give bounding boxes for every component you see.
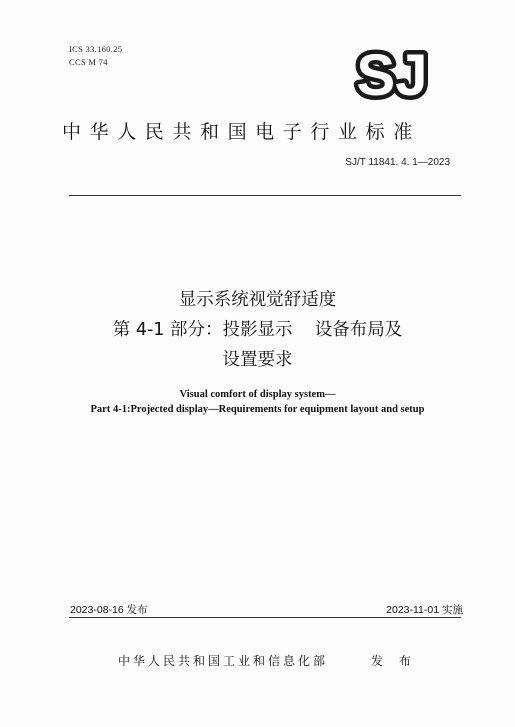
publisher-name: 中华人民共和国工业和信息化部 <box>118 654 329 668</box>
chinese-title-line-2: 第 4-1 部分：投影显示 设备布局及 <box>112 320 403 340</box>
english-title-line-2: Part 4-1:Projected display—Requirements for equipment layout and setup <box>90 404 425 415</box>
issue-date: 2023-08-16 发布 <box>70 604 148 616</box>
chinese-title-line-1: 显示系统视觉舒适度 <box>178 290 337 310</box>
standard-category-title: 中华人民共和国电子行业标准 <box>62 121 421 143</box>
top-divider <box>69 195 461 196</box>
ccs-code: CCS M 74 <box>69 57 108 67</box>
standard-number: SJ/T 11841. 4. 1—2023 <box>345 157 450 168</box>
implementation-date: 2023-11-01 实施 <box>386 604 463 616</box>
bottom-divider <box>69 617 461 618</box>
sj-logo-text: SJ <box>356 48 428 102</box>
publish-label: 发 布 <box>371 654 417 668</box>
ics-code: ICS 33.160.25 <box>69 44 123 54</box>
english-title-line-1: Visual comfort of display system— <box>179 389 336 400</box>
sj-logo-icon <box>352 48 432 102</box>
chinese-title-line-3: 设置要求 <box>222 350 293 370</box>
